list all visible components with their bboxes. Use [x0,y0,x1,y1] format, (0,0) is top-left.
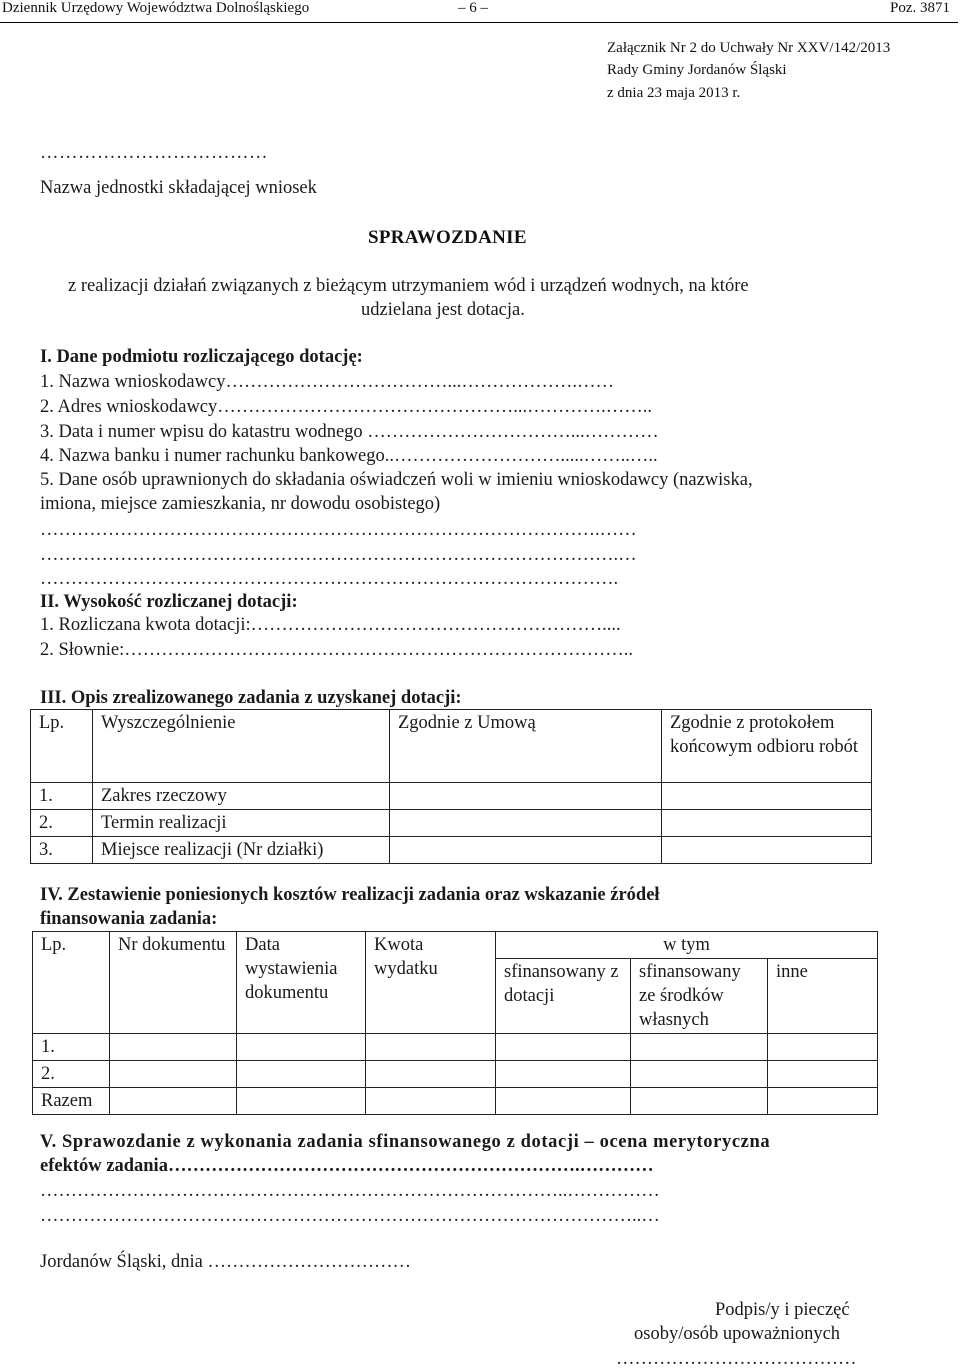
column-header-lp: Lp. [33,932,110,1034]
column-header-expense-amount: Kwota wydatku [366,932,496,1034]
authorized-persons-dotted-line-1: ……………………………………………………………………………….…… [40,520,637,540]
table-row [31,810,872,837]
column-header-per-protocol: Zgodnie z protokołem końcowym odbioru robót [662,710,872,783]
empty-cell [768,1034,878,1061]
empty-cell [390,810,662,837]
empty-cell [631,1061,768,1088]
empty-cell [366,1034,496,1061]
signature-label-line-1: Podpis/y i pieczęć [715,1300,850,1320]
row-number: 2. [33,1061,110,1088]
empty-cell [662,783,872,810]
applicant-address-field: 2. Adres wnioskodawcy…………………………………………...………….…….. [40,397,653,417]
table-row [33,1034,878,1061]
empty-cell [631,1088,768,1115]
task-description-table [30,709,872,864]
empty-cell [110,1088,237,1115]
section-3-heading: III. Opis zrealizowanego zadania z uzyskanej dotacji: [40,688,462,708]
empty-cell [390,837,662,864]
signature-dotted-line: ………………………………… [616,1349,857,1369]
table-total-row [33,1088,878,1115]
empty-cell [768,1088,878,1115]
empty-cell [768,1061,878,1088]
water-cadastre-field: 3. Data i numer wpisu do katastru wodnego ……………………………...………… [40,422,659,442]
empty-cell [110,1034,237,1061]
column-header-other: inne [768,959,878,1034]
column-header-including: w tym [496,932,878,959]
signature-label-line-2: osoby/osób upoważnionych [634,1324,841,1344]
authorized-persons-dotted-line-3: …………………………………………………………………………………. [40,569,619,589]
row-number: 1. [31,783,93,810]
empty-cell [496,1034,631,1061]
costs-table [32,931,878,1115]
place-and-date-field: Jordanów Śląski, dnia …………………………… [40,1252,412,1272]
column-header-from-subsidy: sfinansowany z dotacji [496,959,631,1034]
position-number: Poz. 3871 [890,0,950,16]
table-header-row [31,710,872,783]
empty-cell [237,1088,366,1115]
row-number: 1. [33,1034,110,1061]
row-number: 2. [31,810,93,837]
form-subtitle-line-1: z realizacji działań związanych z bieżącym utrzymaniem wód i urządzeń wodnych, na które [68,276,749,296]
unit-name-dotted-line: ……………………………… [40,143,268,163]
section-5-heading-text: efektów zadania………………………………………………………….………… [40,1156,654,1176]
header-rule [0,22,958,23]
row-number: 3. [31,837,93,864]
empty-cell [366,1088,496,1115]
section-4-heading-line-1: IV. Zestawienie poniesionych kosztów realizacji zadania oraz wskazanie źródeł [40,885,660,905]
row-label: Zakres rzeczowy [93,783,390,810]
column-header-document-number: Nr dokumentu [110,932,237,1034]
authorized-persons-label-line-2: imiona, miejsce zamieszkania, nr dowodu osobistego) [40,494,441,514]
empty-cell [496,1061,631,1088]
column-header-own-funds: sfinansowany ze środków własnych [631,959,768,1034]
form-subtitle-line-2: udzielana jest dotacja. [361,300,525,320]
empty-cell [631,1034,768,1061]
attachment-line-1: Załącznik Nr 2 do Uchwały Nr XXV/142/2013 [607,40,891,56]
empty-cell [662,837,872,864]
total-label: Razem [33,1088,110,1115]
subsidy-amount-field: 1. Rozliczana kwota dotacji:………………………………………………….... [40,615,621,635]
form-title: SPRAWOZDANIE [368,227,527,248]
journal-title: Dziennik Urzędowy Województwa Dolnośląskiego [2,0,310,16]
table-row [31,783,872,810]
table-row [33,1061,878,1088]
section-2-heading: II. Wysokość rozliczanej dotacji: [40,592,298,612]
column-header-specification: Wyszczególnienie [93,710,390,783]
empty-cell [496,1088,631,1115]
applicant-name-field: 1. Nazwa wnioskodawcy………………………………...……………….…… [40,372,614,392]
bank-account-field: 4. Nazwa banku i numer rachunku bankowego..……………………….....……..….. [40,446,658,466]
table-header-row [33,932,878,959]
unit-name-label: Nazwa jednostki składającej wniosek [40,178,317,198]
empty-cell [237,1034,366,1061]
attachment-line-3: z dnia 23 maja 2013 r. [607,85,741,101]
report-dotted-line-2: ……………………………………………………………………………………..… [40,1206,660,1226]
page-number: – 6 – [458,0,488,16]
column-header-per-agreement: Zgodnie z Umową [390,710,662,783]
section-5-heading-line-1: V. Sprawozdanie z wykonania zadania sfinansowanego z dotacji – ocena merytoryczna [40,1132,771,1152]
report-dotted-line-1: …………………………………………………………………………..…………… [40,1181,660,1201]
authorized-persons-label-line-1: 5. Dane osób uprawnionych do składania oświadczeń woli w imieniu wnioskodawcy (nazwiska, [40,470,753,490]
authorized-persons-dotted-line-2: ………………………………………………………………………………….… [40,545,637,565]
empty-cell [366,1061,496,1088]
empty-cell [662,810,872,837]
column-header-lp: Lp. [31,710,93,783]
row-label: Termin realizacji [93,810,390,837]
empty-cell [110,1061,237,1088]
empty-cell [237,1061,366,1088]
section-1-heading: I. Dane podmiotu rozliczającego dotację: [40,347,363,367]
attachment-line-2: Rady Gminy Jordanów Śląski [607,62,787,78]
subsidy-amount-words-field: 2. Słownie:……………………………………………………………………….. [40,640,634,660]
section-4-heading-line-2: finansowania zadania: [40,909,218,929]
row-label: Miejsce realizacji (Nr działki) [93,837,390,864]
section-5-heading-line-2 [40,1156,654,1177]
empty-cell [390,783,662,810]
table-row [31,837,872,864]
column-header-issue-date: Data wystawienia dokumentu [237,932,366,1034]
